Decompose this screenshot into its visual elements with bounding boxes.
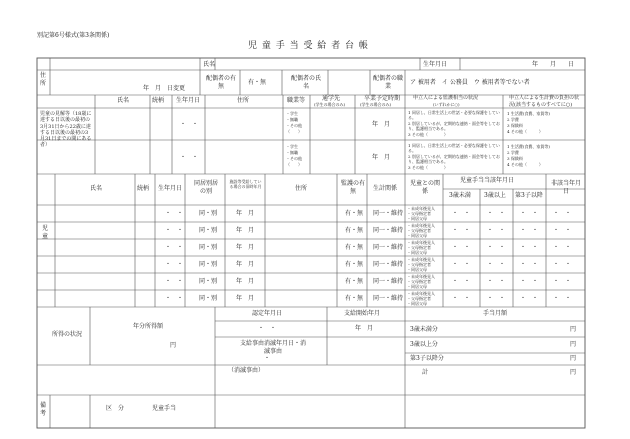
income-yen: 円 bbox=[170, 342, 177, 349]
child-third-dot: ・ ・ bbox=[520, 210, 539, 217]
upper-col-name: 氏名 bbox=[117, 97, 130, 104]
allowance-label: 児童手当 bbox=[152, 405, 177, 412]
child-relation-option: ・同居父母 bbox=[407, 250, 427, 255]
child-col-over3: 3歳以上 bbox=[484, 192, 506, 199]
child-col-foster: 施設等受給している場合の旧時年月 bbox=[229, 179, 262, 189]
form-reference: 別記第6号様式(第3条関係) bbox=[37, 32, 110, 39]
child-col-third: 第3子以降 bbox=[515, 192, 543, 199]
child-livelihood-value: 同一・維持 bbox=[373, 261, 404, 268]
remarks-label: 備考 bbox=[40, 402, 47, 417]
upper-col-school: 通学先 bbox=[322, 95, 341, 102]
upper-col-job: 職業等 bbox=[287, 97, 306, 104]
upper-job-opt: ・学生 bbox=[286, 111, 298, 116]
child-col-birth: 生年月日 bbox=[158, 185, 183, 192]
child-relation-option: ・未成年後見人 bbox=[407, 291, 435, 296]
insured-type-options: ア 被用者 イ 公務員 ウ 被用者等でない者 bbox=[410, 79, 530, 86]
upper-col-cost-sub: 況(該当するものすべてに○) bbox=[509, 102, 573, 108]
upper-birth-dot: ・ ・ bbox=[180, 121, 199, 128]
spouse-presence-label: 配偶者の有 無 bbox=[206, 75, 243, 90]
upper-care-opt: 2 別居しているが、定期的な連絡・面会等をしており、監護相当である。 bbox=[408, 154, 500, 164]
monthly-third-yen: 円 bbox=[570, 355, 577, 362]
address-label: 住所 bbox=[40, 72, 47, 87]
child-relation-option: ・父母指定者 bbox=[407, 228, 431, 233]
birth-label: 生年月日 bbox=[423, 61, 448, 68]
child-livelihood-value: 同一・維持 bbox=[373, 278, 404, 285]
child-livelihood-value: 同一・維持 bbox=[373, 210, 404, 217]
upper-grad-ym: 年 月 bbox=[372, 121, 391, 128]
cert-date-label: 認定年月日 bbox=[252, 310, 283, 317]
child-col-age-header: 児童手当当該年月日 bbox=[460, 177, 515, 184]
child-foster-ym: 年 月 bbox=[236, 244, 255, 251]
child-birth-dot: ・ ・ bbox=[165, 210, 184, 217]
child-ineligible-dot: ・ ・ bbox=[553, 278, 572, 285]
child-foster-ym: 年 月 bbox=[236, 261, 255, 268]
page-title: 児 童 手 当 受 給 者 台 帳 bbox=[248, 41, 369, 51]
upper-col-relation: 続柄 bbox=[152, 97, 165, 104]
upper-cost-opt: 2 学費 bbox=[507, 117, 519, 122]
income-label: 所得の状況 bbox=[52, 331, 83, 338]
child-cohab-value: 同・別 bbox=[199, 244, 218, 251]
child-over3-dot: ・ ・ bbox=[487, 261, 506, 268]
child-col-name: 氏名 bbox=[90, 185, 103, 192]
birth-value-placeholder: 年 月 日 bbox=[532, 61, 575, 68]
child-col-relation: 続柄 bbox=[137, 185, 150, 192]
child-relation-option: ・未成年後見人 bbox=[407, 274, 435, 279]
child-over3-dot: ・ ・ bbox=[487, 227, 506, 234]
child-under3-dot: ・ ・ bbox=[452, 278, 471, 285]
child-ineligible-dot: ・ ・ bbox=[553, 227, 572, 234]
child-col-cohab: 同居別居の別 bbox=[193, 180, 218, 195]
upper-col-cost: 申立人による生計費の負担の状 bbox=[509, 95, 580, 101]
child-birth-dot: ・ ・ bbox=[165, 261, 184, 268]
address-change-date: 年 月 日変更 bbox=[143, 85, 186, 92]
spouse-job-label: 配偶者の職 業 bbox=[373, 75, 410, 90]
upper-cost-opt: 3 保険料 bbox=[507, 156, 523, 161]
child-relation-option: ・父母指定者 bbox=[407, 296, 431, 301]
child-over3-dot: ・ ・ bbox=[487, 278, 506, 285]
child-birth-dot: ・ ・ bbox=[165, 244, 184, 251]
child-relation-option: ・父母指定者 bbox=[407, 211, 431, 216]
monthly-under3: 3歳未満分 bbox=[410, 326, 438, 333]
upper-cost-opt: 4 その他（ ） bbox=[507, 129, 543, 134]
upper-cost-opt: 3 保険料 bbox=[507, 123, 523, 128]
upper-job-opt: ・無職 bbox=[286, 150, 298, 155]
child-col-address: 住所 bbox=[295, 185, 308, 192]
child-under3-dot: ・ ・ bbox=[452, 295, 471, 302]
child-birth-dot: ・ ・ bbox=[165, 295, 184, 302]
child-side-label: 児 童 bbox=[42, 225, 55, 240]
child-cohab-value: 同・別 bbox=[199, 295, 218, 302]
child-under3-dot: ・ ・ bbox=[452, 261, 471, 268]
child-under3-dot: ・ ・ bbox=[452, 227, 471, 234]
upper-col-birth: 生年月日 bbox=[176, 97, 201, 104]
child-relation-option: ・未成年後見人 bbox=[407, 206, 435, 211]
loss-reason-label: （消滅事由） bbox=[228, 367, 265, 374]
child-foster-ym: 年 月 bbox=[236, 210, 255, 217]
child-birth-dot: ・ ・ bbox=[165, 227, 184, 234]
child-livelihood-value: 同一・維持 bbox=[373, 244, 404, 251]
child-care-value: 有・無 bbox=[345, 244, 364, 251]
upper-job-opt: ・無職 bbox=[286, 117, 298, 122]
child-relation-option: ・父母指定者 bbox=[407, 262, 431, 267]
change-loss-dot: ・ bbox=[264, 355, 271, 362]
child-col-relation-to: 児童との関係 bbox=[410, 180, 441, 195]
child-care-value: 有・無 bbox=[345, 261, 364, 268]
child-col-care: 監護の有無 bbox=[341, 180, 366, 195]
child-foster-ym: 年 月 bbox=[236, 227, 255, 234]
upper-birth-dot: ・ ・ bbox=[180, 154, 199, 161]
child-relation-option: ・父母指定者 bbox=[407, 279, 431, 284]
upper-col-grad-sub: (学生の場合のみ) bbox=[360, 102, 392, 107]
child-cohab-value: 同・別 bbox=[199, 227, 218, 234]
child-col-livelihood: 生計関係 bbox=[373, 185, 398, 192]
spouse-name-label: 配偶者の氏 名 bbox=[290, 75, 328, 90]
child-ineligible-dot: ・ ・ bbox=[553, 261, 572, 268]
monthly-total-yen: 円 bbox=[570, 369, 577, 376]
child-over3-dot: ・ ・ bbox=[487, 244, 506, 251]
child-over3-dot: ・ ・ bbox=[487, 210, 506, 217]
child-third-dot: ・ ・ bbox=[520, 261, 539, 268]
upper-col-care-sub: (いずれかに○) bbox=[433, 102, 460, 107]
upper-col-care: 申立人による監護相当の状況 bbox=[413, 95, 479, 101]
upper-job-opt: （ ） bbox=[286, 129, 302, 134]
child-care-value: 有・無 bbox=[345, 295, 364, 302]
upper-col-grad: 卒業予定時期 bbox=[364, 95, 401, 102]
upper-cost-opt: 4 その他（ ） bbox=[507, 162, 543, 167]
child-under3-dot: ・ ・ bbox=[452, 210, 471, 217]
upper-side-label: 児童の見解等（18歳に達する日以後の最初の3月31日から22歳に達する日以後の最初の3月31日までの間にある者） bbox=[40, 111, 92, 149]
child-ineligible-dot: ・ ・ bbox=[553, 210, 572, 217]
child-over3-dot: ・ ・ bbox=[487, 295, 506, 302]
child-relation-option: ・父母指定者 bbox=[407, 245, 431, 250]
monthly-label: 手当月額 bbox=[483, 310, 508, 317]
monthly-over3-yen: 円 bbox=[570, 341, 577, 348]
upper-care-opt: 1 同居し、日常生活上の世話・必要な保護をしている。 bbox=[408, 110, 500, 120]
child-care-value: 有・無 bbox=[345, 210, 364, 217]
name-label: 氏名 bbox=[203, 61, 216, 68]
child-relation-option: ・同居父母 bbox=[407, 301, 427, 306]
child-third-dot: ・ ・ bbox=[520, 227, 539, 234]
child-relation-option: ・同居父母 bbox=[407, 216, 427, 221]
upper-cost-opt: 1 生活費(食費、家賃等) bbox=[507, 111, 550, 116]
upper-grad-ym: 年 月 bbox=[372, 154, 391, 161]
change-loss-label: 支給事由消滅年月日・消滅事由 bbox=[239, 340, 306, 355]
child-foster-ym: 年 月 bbox=[236, 295, 255, 302]
child-cohab-value: 同・別 bbox=[199, 261, 218, 268]
upper-col-school-sub: (学生の場合のみ) bbox=[314, 102, 346, 107]
upper-cost-opt: 1 生活費(食費、家賃等) bbox=[507, 144, 550, 149]
child-under3-dot: ・ ・ bbox=[452, 244, 471, 251]
child-care-value: 有・無 bbox=[345, 278, 364, 285]
pay-start-ym: 年 月 bbox=[355, 325, 374, 332]
upper-care-opt: 3 その他（ ） bbox=[408, 165, 448, 170]
child-col-under3: 3歳未満 bbox=[449, 192, 471, 199]
child-relation-option: ・未成年後見人 bbox=[407, 223, 435, 228]
monthly-total: 計 bbox=[422, 369, 429, 376]
upper-job-opt: ・その他 bbox=[286, 123, 302, 128]
upper-cost-opt: 2 学費 bbox=[507, 150, 519, 155]
spouse-presence-value: 有・無 bbox=[248, 79, 267, 86]
child-third-dot: ・ ・ bbox=[520, 244, 539, 251]
upper-job-opt: ・その他 bbox=[286, 156, 302, 161]
category-label: 区 分 bbox=[106, 405, 125, 412]
upper-col-address: 住所 bbox=[237, 97, 250, 104]
monthly-under3-yen: 円 bbox=[570, 326, 577, 333]
child-cohab-value: 同・別 bbox=[199, 278, 218, 285]
child-birth-dot: ・ ・ bbox=[165, 278, 184, 285]
monthly-third: 第3子以降分 bbox=[410, 355, 444, 362]
upper-care-opt: 2 別居しているが、定期的な連絡・面会等をしており、監護相当である。 bbox=[408, 121, 500, 131]
child-relation-option: ・未成年後見人 bbox=[407, 257, 435, 262]
child-cohab-value: 同・別 bbox=[199, 210, 218, 217]
child-relation-option: ・未成年後見人 bbox=[407, 240, 435, 245]
child-third-dot: ・ ・ bbox=[520, 278, 539, 285]
monthly-over3: 3歳以上分 bbox=[410, 341, 438, 348]
upper-job-opt: ・学生 bbox=[286, 144, 298, 149]
child-livelihood-value: 同一・維持 bbox=[373, 295, 404, 302]
upper-care-opt: 3 その他（ ） bbox=[408, 132, 448, 137]
pay-start-label: 支給開始年月 bbox=[344, 310, 381, 317]
child-relation-option: ・同居父母 bbox=[407, 267, 427, 272]
child-third-dot: ・ ・ bbox=[520, 295, 539, 302]
upper-job-opt: （ ） bbox=[286, 162, 302, 167]
child-ineligible-dot: ・ ・ bbox=[553, 244, 572, 251]
income-year-label: 年分所得額 bbox=[133, 323, 164, 330]
child-col-ineligible: 非該当年月日 bbox=[550, 180, 581, 195]
child-livelihood-value: 同一・維持 bbox=[373, 227, 404, 234]
child-care-value: 有・無 bbox=[345, 227, 364, 234]
child-relation-option: ・同居父母 bbox=[407, 284, 427, 289]
child-ineligible-dot: ・ ・ bbox=[553, 295, 572, 302]
child-relation-option: ・同居父母 bbox=[407, 233, 427, 238]
child-foster-ym: 年 月 bbox=[236, 278, 255, 285]
cert-date-dot: ・ ・ bbox=[258, 325, 277, 332]
upper-care-opt: 1 同居し、日常生活上の世話・必要な保護をしている。 bbox=[408, 143, 500, 153]
